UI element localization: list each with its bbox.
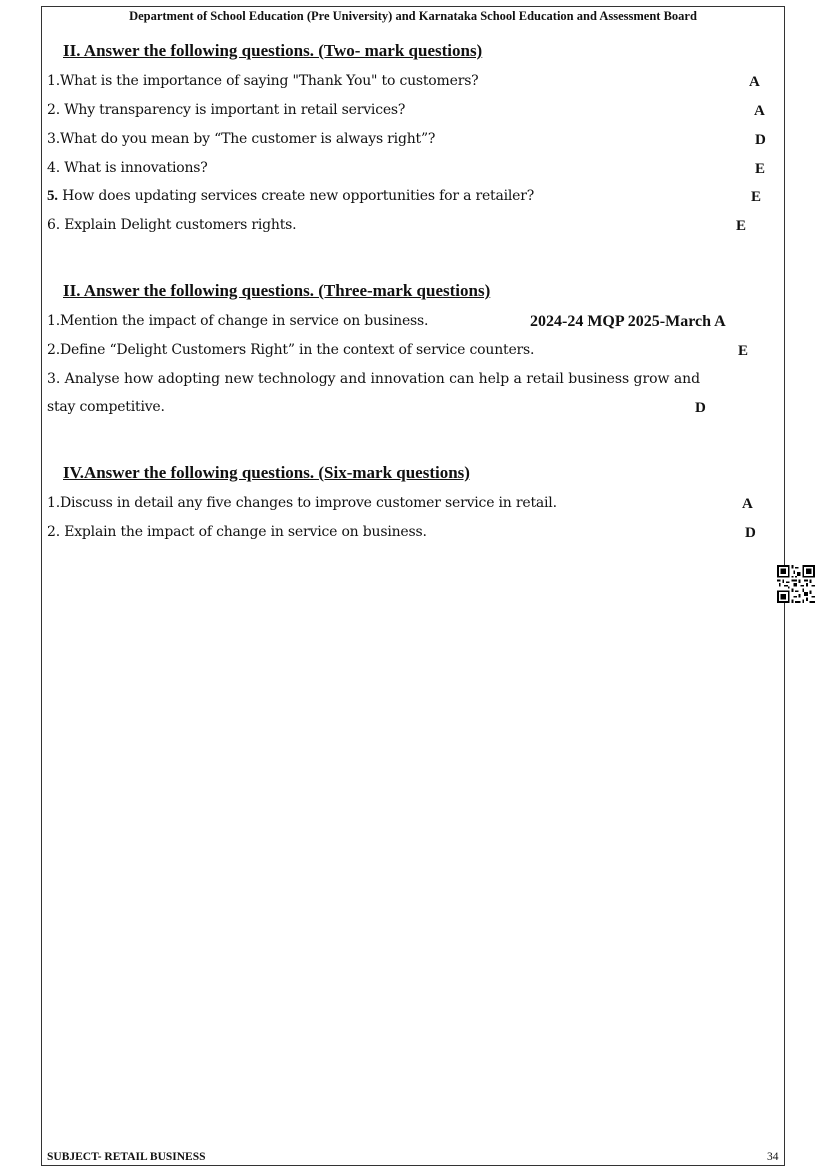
question-text: 2.Define “Delight Customers Right” in the context of service counters.	[47, 342, 535, 358]
question-text: 2. Why transparency is important in retail services?	[47, 102, 406, 118]
question-text: 3. Analyse how adopting new technology and innovation can help a retail business grow and	[47, 371, 700, 387]
question-text: 3.What do you mean by “The customer is always right”?	[47, 131, 436, 147]
qr-code-icon	[777, 565, 815, 603]
question-text: How does updating services create new opportunities for a retailer?	[57, 188, 535, 204]
section-heading-six-mark: IV.Answer the following questions. (Six-mark questions)	[63, 463, 470, 482]
page-header: Department of School Education (Pre University) and Karnataka School Education and Assessment Board	[129, 9, 697, 23]
question-text: 1.Discuss in detail any five changes to improve customer service in retail.	[47, 495, 557, 511]
difficulty-level: D	[755, 132, 766, 148]
difficulty-level: D	[695, 400, 706, 416]
source-text: 2024-24 MQP 2025-March	[530, 313, 712, 330]
difficulty-level: D	[745, 525, 756, 541]
difficulty-level: A	[742, 496, 753, 512]
page-number: 34	[767, 1151, 779, 1163]
section-heading-three-mark: II. Answer the following questions. (Three-mark questions)	[63, 281, 491, 300]
question-item	[47, 188, 534, 205]
question-number: 5.	[47, 188, 58, 204]
difficulty-level: E	[738, 343, 749, 359]
question-text: 1.What is the importance of saying "Thank You" to customers?	[47, 73, 479, 89]
footer-subject: SUBJECT- RETAIL BUSINESS	[47, 1151, 206, 1163]
question-source	[530, 313, 726, 331]
question-text-continued: stay competitive.	[47, 399, 165, 415]
question-text: 2. Explain the impact of change in service on business.	[47, 524, 427, 540]
question-text: 6. Explain Delight customers rights.	[47, 217, 297, 233]
difficulty-level: E	[736, 218, 747, 234]
question-text: 1.Mention the impact of change in service on business.	[47, 313, 429, 329]
difficulty-level: E	[751, 189, 762, 205]
question-text: 4. What is innovations?	[47, 160, 208, 176]
section-heading-two-mark: II. Answer the following questions. (Two- mark questions)	[63, 41, 483, 60]
difficulty-level: E	[755, 161, 766, 177]
difficulty-level: A	[714, 313, 726, 330]
difficulty-level: A	[754, 103, 765, 119]
page-border	[41, 6, 785, 1166]
difficulty-level: A	[749, 74, 760, 90]
